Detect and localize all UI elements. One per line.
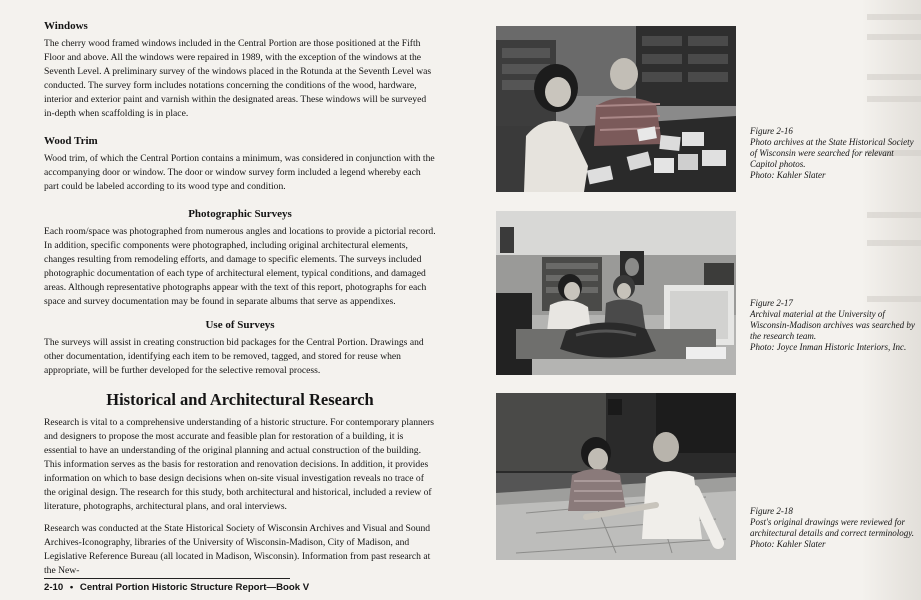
figure-2-17-label: Figure 2-17: [750, 298, 793, 308]
figure-2-16-caption: [750, 126, 918, 181]
figure-2-18-label: Figure 2-18: [750, 506, 793, 516]
figure-2-17-caption: [750, 298, 918, 353]
figure-2-16-label: Figure 2-16: [750, 126, 793, 136]
windows-heading: Windows: [44, 20, 88, 32]
page-number: 2-10: [44, 582, 64, 593]
figure-2-17-photo: [496, 211, 736, 375]
photographic-surveys-paragraph: Each room/space was photographed from numerous angles and locations to provide a pictorial record. In addition, specific components were photographed, including original architectural elements, changes resulting from remodeling efforts, and damage to specific elements. The surveys included photographic documentation of each type of architectural element, typical conditions, and damaged areas. Although representative photographs appear with the text of this report, photographs for each space and survey documentation may be found in separate albums that serve as appendixes.: [44, 226, 436, 307]
wood-trim-paragraph: Wood trim, of which the Central Portion contains a minimum, was considered in conjunction with the accompanying door or window. The door or window survey form included a legend whereby each part could be labeled according to its wood type and condition.: [44, 153, 435, 192]
footer-bullet: •: [69, 582, 74, 593]
historical-research-heading: Historical and Architectural Research: [106, 390, 374, 409]
report-title: Central Portion Historic Structure Report—Book V: [79, 582, 310, 593]
figure-2-17-credit: Photo: Joyce Inman Historic Interiors, Inc.: [750, 342, 907, 352]
use-of-surveys-paragraph: The surveys will assist in creating construction bid packages for the Central Portion. Drawings and other documentation, identifying each item to be removed, tagged, and stored for reuse when appropriate, will be further developed for the selective removal process.: [44, 337, 424, 376]
text-column: [44, 20, 436, 586]
figure-2-18-text: Post's original drawings were reviewed for architectural details and correct terminology.: [750, 517, 915, 538]
figure-2-17-text: Archival material at the University of Wisconsin-Madison archives was searched by the research team.: [750, 309, 915, 341]
historical-paragraph-1: Research is vital to a comprehensive understanding of a historic structure. For contemporary planners and designers to propose the most accurate and feasible plan for restoration of a building, it is essential to have an understanding of the original planning and actual construction of the building. This information serves as the basis for restoration and renovation decisions. In addition, it provides information on which to base design decisions when on-site visual investigation reveals no trace of the original design. The research for this study, both architectural and historical, included a review of literature, photographs, architectural plans, and oral interviews.: [44, 417, 435, 512]
photographic-surveys-heading: Photographic Surveys: [188, 208, 292, 220]
figure-2-16-credit: Photo: Kahler Slater: [750, 170, 826, 180]
windows-paragraph: The cherry wood framed windows included in the Central Portion are those positioned at the Fifth Floor and above. All the windows were repaired in 1989, with the exception of the windows at the Seventh Level. A preliminary survey of the windows placed in the Rotunda at the Seventh Level was conducted. The survey form includes notations concerning the conditions of the wood, hardware, interior and exterior paint and varnish within the designated areas. These windows will be surveyed in-depth when scaffolding is in place.: [44, 38, 432, 119]
figure-2-18-caption: [750, 506, 918, 550]
figure-2-18-photo: [496, 393, 736, 560]
figure-2-16-photo: [496, 26, 736, 192]
page-footer: [44, 578, 310, 593]
figure-2-16-text: Photo archives at the State Historical Society of Wisconsin were searched for relevant Capitol photos.: [750, 137, 914, 169]
use-of-surveys-heading: Use of Surveys: [205, 319, 275, 331]
wood-trim-heading: Wood Trim: [44, 135, 98, 147]
historical-paragraph-2: Research was conducted at the State Historical Society of Wisconsin Archives and Visual and Sound Archives-Iconography, libraries of the University of Wisconsin-Madison, City of Madison, and Legislative Reference Bureau (all located in Madison, Wisconsin). Information from past research at the New-: [44, 523, 431, 576]
figure-2-18-credit: Photo: Kahler Slater: [750, 539, 826, 549]
